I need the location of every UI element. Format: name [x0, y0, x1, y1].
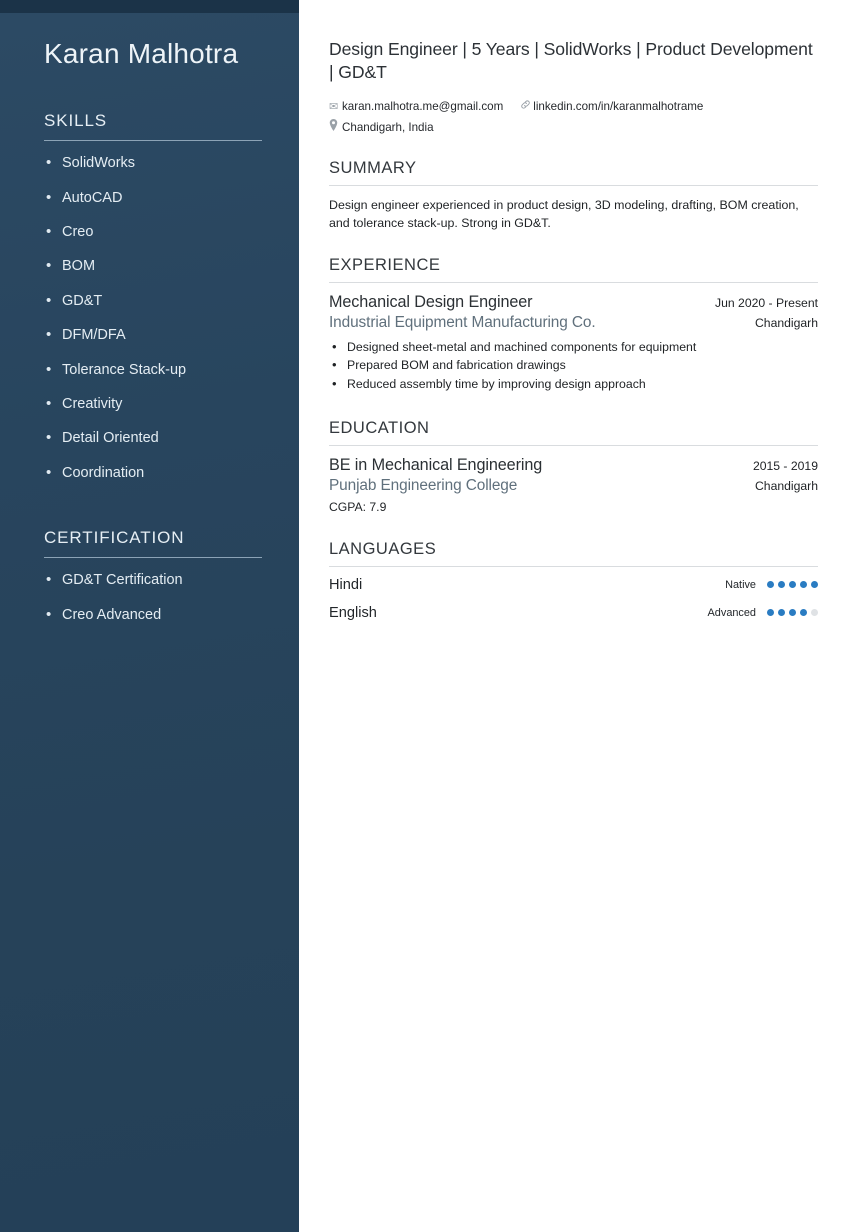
list-item: • SolidWorks — [44, 155, 274, 172]
education-entry — [329, 456, 818, 514]
experience-entry — [329, 293, 818, 393]
education-location: Chandigarh — [754, 478, 818, 493]
experience-entry-header — [329, 293, 818, 312]
sidebar — [0, 0, 299, 1232]
summary-text: Design engineer experienced in product design, 3D modeling, drafting, BOM creation, and tolerance stack-up. Strong in GD&T. — [329, 197, 799, 231]
candidate-name: Karan Malhotra — [44, 38, 239, 69]
rating-dot — [778, 609, 785, 616]
education-dates: 2015 - 2019 — [752, 458, 818, 473]
contact-linkedin-text: linkedin.com/in/karanmalhotrame — [533, 99, 704, 113]
heading-languages: LANGUAGES — [329, 539, 437, 558]
contact-email[interactable] — [329, 96, 503, 117]
language-level: Advanced — [707, 606, 756, 619]
contact-email-text: karan.malhotra.me@gmail.com — [342, 99, 504, 113]
contact-location — [329, 117, 434, 138]
contact-block — [329, 96, 818, 138]
sidebar-rule-certification — [44, 557, 262, 558]
experience-dates: Jun 2020 - Present — [715, 296, 818, 311]
contact-location-text: Chandigarh, India — [342, 120, 434, 134]
section-education — [329, 419, 818, 514]
list-item: • GD&T Certification — [44, 572, 274, 589]
rating-dot — [800, 609, 807, 616]
list-item: • Tolerance Stack-up — [44, 362, 274, 379]
sidebar-heading-certification: CERTIFICATION — [44, 528, 185, 548]
rule-experience — [329, 282, 818, 283]
rating-dot — [767, 609, 774, 616]
language-row — [329, 605, 818, 621]
list-item: • Reduced assembly time by improving design approach — [329, 375, 818, 393]
sidebar-heading-skills: SKILLS — [44, 111, 108, 131]
list-item: • Creativity — [44, 396, 274, 413]
education-school: Punjab Engineering College — [329, 476, 518, 494]
experience-location: Chandigarh — [754, 316, 818, 331]
education-cgpa: CGPA: 7.9 — [329, 499, 387, 514]
language-rating-dots — [767, 581, 818, 588]
language-name: Hindi — [329, 576, 363, 593]
rating-dot — [767, 581, 774, 588]
experience-job-title: Mechanical Design Engineer — [329, 293, 533, 312]
sidebar-section-certification — [44, 528, 274, 624]
contact-row-primary — [329, 96, 818, 117]
section-experience — [329, 256, 818, 393]
list-item: • DFM/DFA — [44, 327, 274, 344]
language-rating-dots — [767, 609, 818, 616]
experience-bullets — [329, 338, 818, 393]
heading-education: EDUCATION — [329, 418, 430, 437]
education-entry-subheader — [329, 475, 818, 495]
envelope-icon: ✉ — [329, 100, 339, 113]
main-content — [299, 0, 864, 1232]
heading-summary: SUMMARY — [329, 158, 417, 177]
rule-languages — [329, 566, 818, 567]
rule-summary — [329, 185, 818, 186]
language-level: Native — [725, 578, 756, 591]
rating-dot — [789, 581, 796, 588]
experience-entry-subheader — [329, 312, 818, 332]
education-entry-header — [329, 456, 818, 475]
skills-list — [44, 155, 274, 482]
list-item: • AutoCAD — [44, 190, 274, 207]
language-name: English — [329, 604, 377, 621]
list-item: • BOM — [44, 258, 274, 275]
link-icon — [520, 97, 533, 117]
list-item: • GD&T — [44, 293, 274, 310]
section-languages — [329, 540, 818, 621]
sidebar-content — [44, 0, 274, 624]
list-item: • Prepared BOM and fabrication drawings — [329, 356, 818, 374]
rating-dot — [800, 581, 807, 588]
list-item: • Creo Advanced — [44, 607, 274, 624]
section-summary — [329, 159, 818, 232]
list-item: • Designed sheet-metal and machined components for equipment — [329, 338, 818, 356]
certification-list — [44, 572, 274, 624]
rating-dot — [778, 581, 785, 588]
map-pin-icon — [329, 118, 342, 138]
headline: Design Engineer | 5 Years | SolidWorks | Product Development | GD&T — [329, 39, 813, 83]
experience-company: Industrial Equipment Manufacturing Co. — [329, 314, 596, 332]
rating-dot — [811, 581, 818, 588]
rating-dot — [811, 609, 818, 616]
contact-row-location — [329, 117, 818, 138]
heading-experience: EXPERIENCE — [329, 256, 441, 275]
sidebar-section-skills — [44, 111, 274, 482]
sidebar-rule-skills — [44, 140, 262, 141]
rating-dot — [789, 609, 796, 616]
list-item: • Creo — [44, 224, 274, 241]
list-item: • Coordination — [44, 465, 274, 482]
contact-linkedin[interactable] — [520, 96, 703, 117]
language-row — [329, 577, 818, 593]
list-item: • Detail Oriented — [44, 430, 274, 447]
rule-education — [329, 445, 818, 446]
education-degree: BE in Mechanical Engineering — [329, 455, 543, 474]
